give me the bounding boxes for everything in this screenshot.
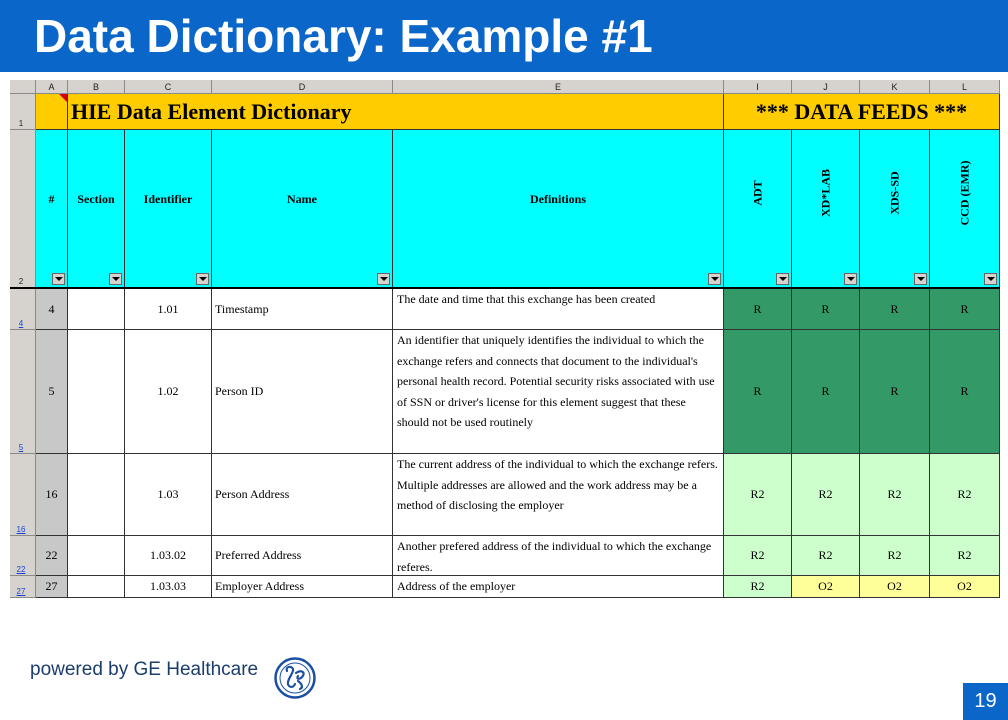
row-header-5[interactable]: 5	[10, 330, 36, 454]
slide-title: Data Dictionary: Example #1	[34, 10, 653, 62]
name-cell[interactable]: Preferred Address	[212, 536, 393, 576]
header-feed-ccd[interactable]: CCD (EMR)	[930, 130, 1000, 288]
feed-cell-ccd[interactable]: R2	[930, 454, 1000, 536]
header-feed-xdssd[interactable]: XDS-SD	[860, 130, 930, 288]
header-feed-xdlab[interactable]: XD*LAB	[792, 130, 860, 288]
page-number: 19	[963, 683, 1008, 720]
filter-dropdown-icon[interactable]	[776, 273, 789, 285]
header-definitions[interactable]: Definitions	[393, 130, 724, 288]
section-cell[interactable]	[68, 536, 125, 576]
header-number[interactable]: #	[36, 130, 68, 288]
row-number-cell[interactable]: 27	[36, 576, 68, 598]
section-cell[interactable]	[68, 289, 125, 330]
column-header-j[interactable]: J	[792, 80, 860, 94]
name-cell[interactable]: Person Address	[212, 454, 393, 536]
row-number-cell[interactable]: 16	[36, 454, 68, 536]
footer-branding: powered by GE Healthcare	[30, 659, 259, 680]
header-feed-adt[interactable]: ADT	[724, 130, 792, 288]
ge-monogram-icon	[274, 657, 316, 699]
feed-cell-adt[interactable]: R2	[724, 576, 792, 598]
row-header-16[interactable]: 16	[10, 454, 36, 536]
definition-cell[interactable]: Another prefered address of the individual to which the exchange referes.	[393, 536, 724, 576]
banner-left-cell[interactable]	[36, 94, 68, 130]
section-cell[interactable]	[68, 576, 125, 598]
title-bar	[0, 0, 1008, 72]
feed-cell-xdlab[interactable]: R2	[792, 454, 860, 536]
feed-cell-xdssd[interactable]: R	[860, 330, 930, 454]
name-cell[interactable]: Person ID	[212, 330, 393, 454]
filter-dropdown-icon[interactable]	[914, 273, 927, 285]
feed-cell-ccd[interactable]: O2	[930, 576, 1000, 598]
comment-indicator-icon	[59, 94, 67, 102]
filter-dropdown-icon[interactable]	[377, 273, 390, 285]
definition-cell[interactable]: An identifier that uniquely identifies the individual to which the exchange refers and connects that document to the individual's personal health record. Potential security risks associated with use of SSN or driver's license for this element suggest that these should not be used routinely	[393, 330, 724, 454]
column-header-l[interactable]: L	[930, 80, 1000, 94]
feed-cell-xdlab[interactable]: R	[792, 289, 860, 330]
definition-cell[interactable]: The current address of the individual to which the exchange refers. Multiple addresses are allowed and the work address may be a method of disclosing the employer	[393, 454, 724, 536]
feed-cell-xdssd[interactable]: R	[860, 289, 930, 330]
section-cell[interactable]	[68, 330, 125, 454]
column-header-d[interactable]: D	[212, 80, 393, 94]
row-header-1[interactable]: 1	[10, 94, 36, 130]
banner-data-feeds[interactable]: *** DATA FEEDS ***	[724, 94, 1000, 130]
feed-cell-xdssd[interactable]: R2	[860, 454, 930, 536]
identifier-cell[interactable]: 1.03	[125, 454, 212, 536]
identifier-cell[interactable]: 1.03.02	[125, 536, 212, 576]
column-header-k[interactable]: K	[860, 80, 930, 94]
definition-cell[interactable]: The date and time that this exchange has been created	[393, 289, 724, 330]
section-cell[interactable]	[68, 454, 125, 536]
identifier-cell[interactable]: 1.01	[125, 289, 212, 330]
identifier-cell[interactable]: 1.02	[125, 330, 212, 454]
feed-cell-xdlab[interactable]: R	[792, 330, 860, 454]
definition-cell[interactable]: Address of the employer	[393, 576, 724, 598]
feed-cell-adt[interactable]: R	[724, 330, 792, 454]
identifier-cell[interactable]: 1.03.03	[125, 576, 212, 598]
banner-title[interactable]: HIE Data Element Dictionary	[68, 94, 724, 130]
filter-dropdown-icon[interactable]	[109, 273, 122, 285]
feed-cell-xdssd[interactable]: R2	[860, 536, 930, 576]
row-header-22[interactable]: 22	[10, 536, 36, 576]
feed-cell-adt[interactable]: R2	[724, 536, 792, 576]
spreadsheet	[10, 80, 1000, 598]
row-header-4[interactable]: 4	[10, 289, 36, 330]
column-header-b[interactable]: B	[68, 80, 125, 94]
feed-cell-adt[interactable]: R2	[724, 454, 792, 536]
filter-dropdown-icon[interactable]	[844, 273, 857, 285]
column-header-e[interactable]: E	[393, 80, 724, 94]
header-identifier[interactable]: Identifier	[125, 130, 212, 288]
row-header-2[interactable]: 2	[10, 130, 36, 288]
feed-cell-xdlab[interactable]: R2	[792, 536, 860, 576]
column-header-i[interactable]: I	[724, 80, 792, 94]
feed-cell-ccd[interactable]: R2	[930, 536, 1000, 576]
row-number-cell[interactable]: 22	[36, 536, 68, 576]
filter-dropdown-icon[interactable]	[52, 273, 65, 285]
row-header-27[interactable]: 27	[10, 576, 36, 598]
filter-dropdown-icon[interactable]	[196, 273, 209, 285]
header-name[interactable]: Name	[212, 130, 393, 288]
feed-cell-ccd[interactable]: R	[930, 330, 1000, 454]
column-header-a[interactable]: A	[36, 80, 68, 94]
select-all-corner[interactable]	[10, 80, 36, 94]
feed-cell-adt[interactable]: R	[724, 289, 792, 330]
header-section[interactable]: Section	[68, 130, 125, 288]
name-cell[interactable]: Timestamp	[212, 289, 393, 330]
filter-dropdown-icon[interactable]	[984, 273, 997, 285]
feed-cell-xdlab[interactable]: O2	[792, 576, 860, 598]
feed-cell-ccd[interactable]: R	[930, 289, 1000, 330]
row-number-cell[interactable]: 5	[36, 330, 68, 454]
name-cell[interactable]: Employer Address	[212, 576, 393, 598]
filter-dropdown-icon[interactable]	[708, 273, 721, 285]
row-number-cell[interactable]: 4	[36, 289, 68, 330]
column-header-c[interactable]: C	[125, 80, 212, 94]
feed-cell-xdssd[interactable]: O2	[860, 576, 930, 598]
